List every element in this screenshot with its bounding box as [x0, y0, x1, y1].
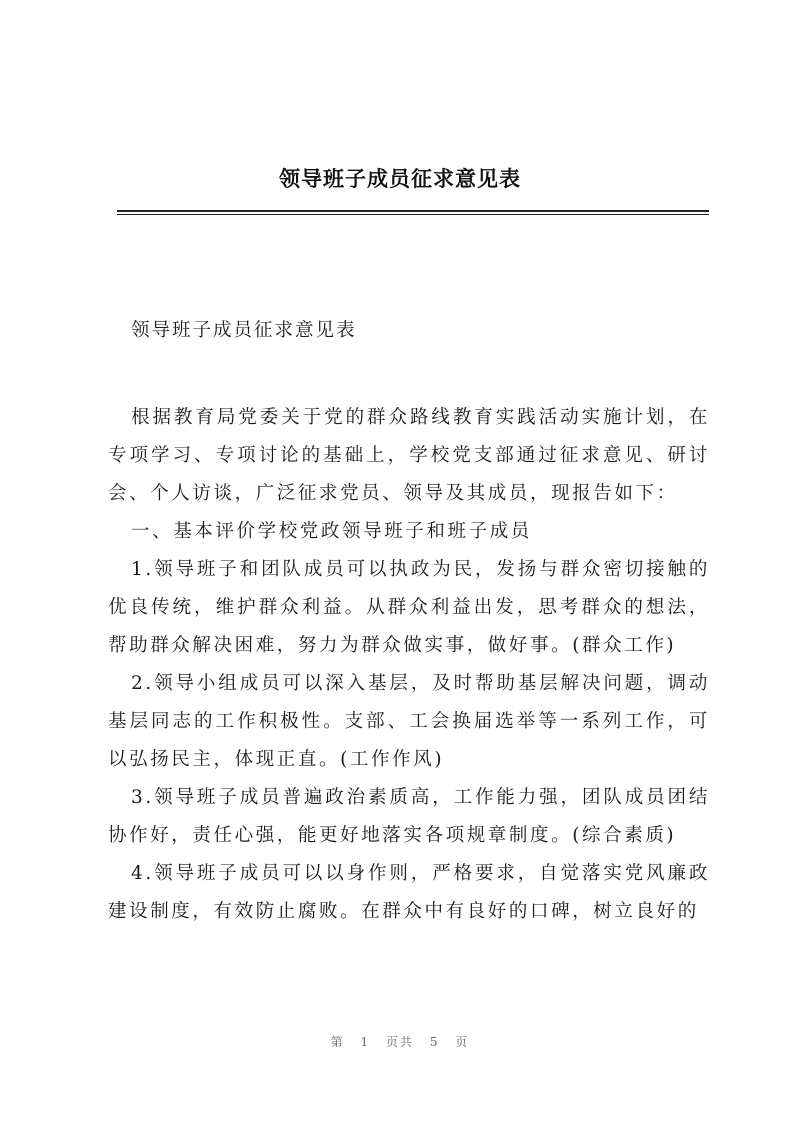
footer-total-pages: 5 [429, 1035, 440, 1049]
paragraph-item-1: 1.领导班子和团队成员可以执政为民，发扬与群众密切接触的优良传统，维护群众利益。从群众利益出发，思考群众的想法，帮助群众解决困难，努力为群众做实事，做好事。(群众工作) [108, 559, 710, 656]
paragraph-section-heading: 一、基本评价学校党政领导班子和班子成员 [131, 521, 532, 542]
document-subtitle: 领导班子成员征求意见表 [131, 320, 357, 341]
header-rule-thin [117, 214, 709, 215]
paragraph-item-3: 3.领导班子成员普遍政治素质高，工作能力强，团队成员团结协作好，责任心强，能更好地落实各项规章制度。(综合素质) [108, 787, 710, 846]
footer-page-number: 1 [360, 1035, 371, 1049]
paragraph-item-2: 2.领导小组成员可以深入基层，及时帮助基层解决问题，调动基层同志的工作积极性。支部、工会换届选举等一系列工作，可以弘扬民主，体现正直。(工作作风) [108, 673, 710, 770]
header-rule-thick [117, 210, 709, 212]
page-footer [0, 1033, 800, 1050]
page-title: 领导班子成员征求意见表 [279, 166, 521, 191]
footer-page-prefix: 第 [330, 1035, 345, 1049]
document-body [108, 399, 710, 931]
paragraph-item-4: 4.领导班子成员可以以身作则，严格要求，自觉落实党风廉政建设制度，有效防止腐败。在群众中有良好的口碑，树立良好的 [108, 863, 710, 922]
footer-page-middle: 页共 [385, 1035, 414, 1049]
paragraph-intro: 根据教育局党委关于党的群众路线教育实践活动实施计划，在专项学习、专项讨论的基础上，学校党支部通过征求意见、研讨会、个人访谈，广泛征求党员、领导及其成员，现报告如下： [108, 407, 710, 504]
footer-page-suffix: 页 [455, 1035, 470, 1049]
